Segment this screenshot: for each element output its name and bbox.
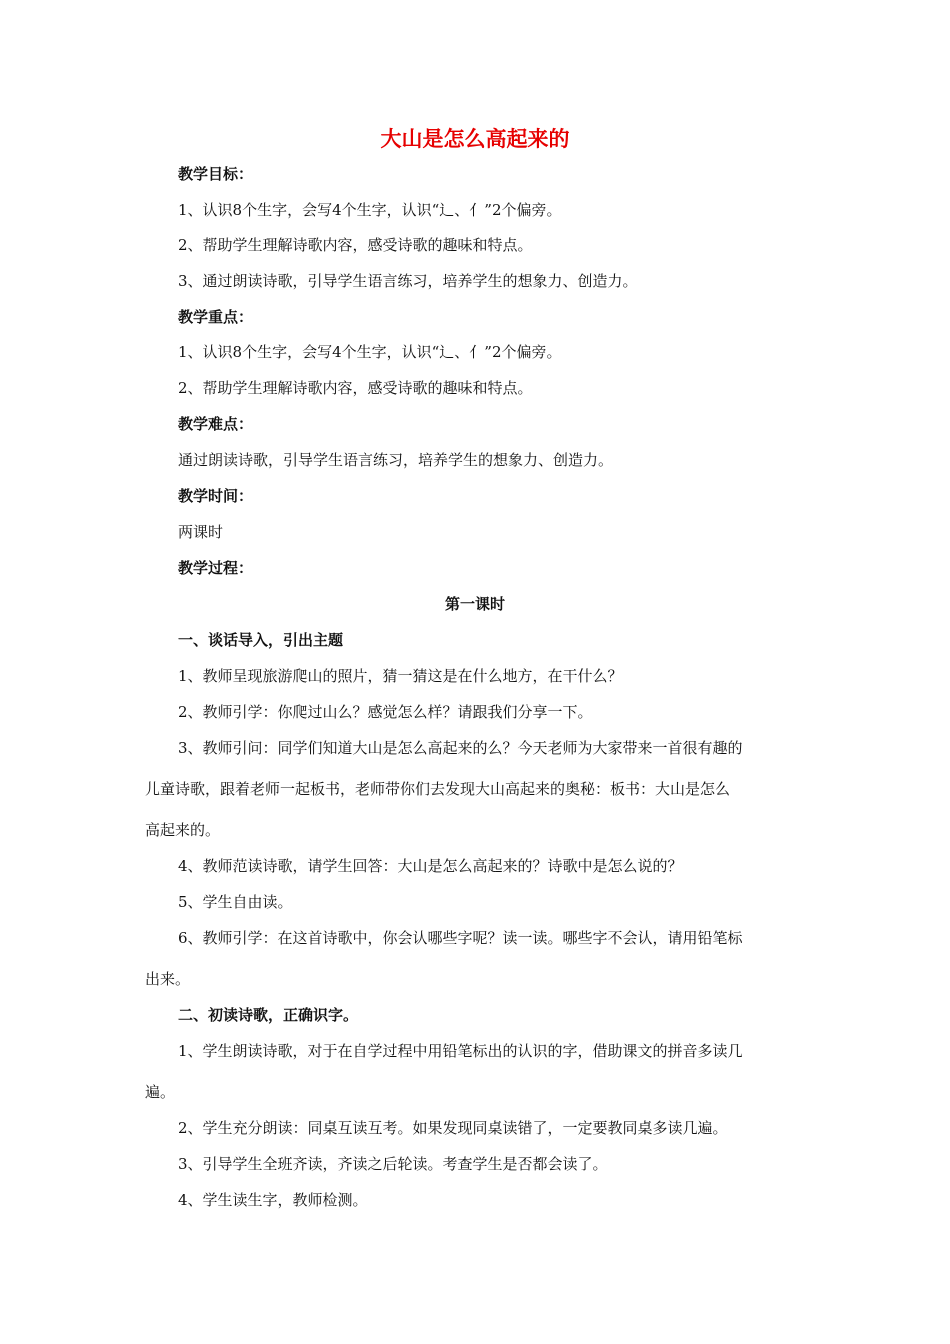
process-item: 3、引导学生全班齐读，齐读之后轮读。考查学生是否都会读了。 <box>178 1155 608 1173</box>
key-point-item: 1、认识8个生字，会写4个生字，认识“辶、亻”2个偏旁。 <box>178 343 562 361</box>
section-heading: 二、初读诗歌，正确识字。 <box>178 1006 359 1024</box>
section-heading: 一、谈话导入，引出主题 <box>178 631 344 649</box>
process-item: 2、学生充分朗读：同桌互读互考。如果发现同桌读错了，一定要教同桌多读几遍。 <box>178 1119 728 1137</box>
process-item: 1、学生朗读诗歌，对于在自学过程中用铅笔标出的认识的字，借助课文的拼音多读几 <box>178 1042 743 1060</box>
goals-heading: 教学目标： <box>178 165 254 183</box>
process-heading: 教学过程： <box>178 559 254 577</box>
process-item-continued: 出来。 <box>145 970 191 988</box>
difficulties-text: 通过朗读诗歌，引导学生语言练习，培养学生的想象力、创造力。 <box>178 451 614 469</box>
lesson-title: 第一课时 <box>444 595 505 613</box>
process-item: 2、教师引学：你爬过山么？感觉怎么样？请跟我们分享一下。 <box>178 703 593 721</box>
key-points-heading: 教学重点： <box>178 308 254 326</box>
process-item: 5、学生自由读。 <box>178 893 293 911</box>
goal-item: 3、通过朗读诗歌，引导学生语言练习，培养学生的想象力、创造力。 <box>178 272 638 290</box>
time-heading: 教学时间： <box>178 487 254 505</box>
time-text: 两课时 <box>178 523 224 541</box>
document-title: 大山是怎么高起来的 <box>380 127 570 151</box>
process-item: 6、教师引学：在这首诗歌中，你会认哪些字呢？读一读。哪些字不会认，请用铅笔标 <box>178 929 743 947</box>
goal-item: 2、帮助学生理解诗歌内容，感受诗歌的趣味和特点。 <box>178 236 533 254</box>
process-item: 4、教师范读诗歌，请学生回答：大山是怎么高起来的？诗歌中是怎么说的？ <box>178 857 683 875</box>
difficulties-heading: 教学难点： <box>178 415 254 433</box>
goal-item: 1、认识8个生字，会写4个生字，认识“辶、亻”2个偏旁。 <box>178 201 562 219</box>
process-item: 1、教师呈现旅游爬山的照片，猜一猜这是在什么地方，在干什么？ <box>178 667 623 685</box>
process-item: 4、学生读生字，教师检测。 <box>178 1191 368 1209</box>
process-item-continued: 遍。 <box>145 1083 176 1101</box>
process-item: 3、教师引问：同学们知道大山是怎么高起来的么？今天老师为大家带来一首很有趣的 <box>178 739 743 757</box>
key-point-item: 2、帮助学生理解诗歌内容，感受诗歌的趣味和特点。 <box>178 379 533 397</box>
process-item-continued: 高起来的。 <box>145 821 221 839</box>
process-item-continued: 儿童诗歌，跟着老师一起板书，老师带你们去发现大山高起来的奥秘：板书：大山是怎么 <box>145 780 731 798</box>
